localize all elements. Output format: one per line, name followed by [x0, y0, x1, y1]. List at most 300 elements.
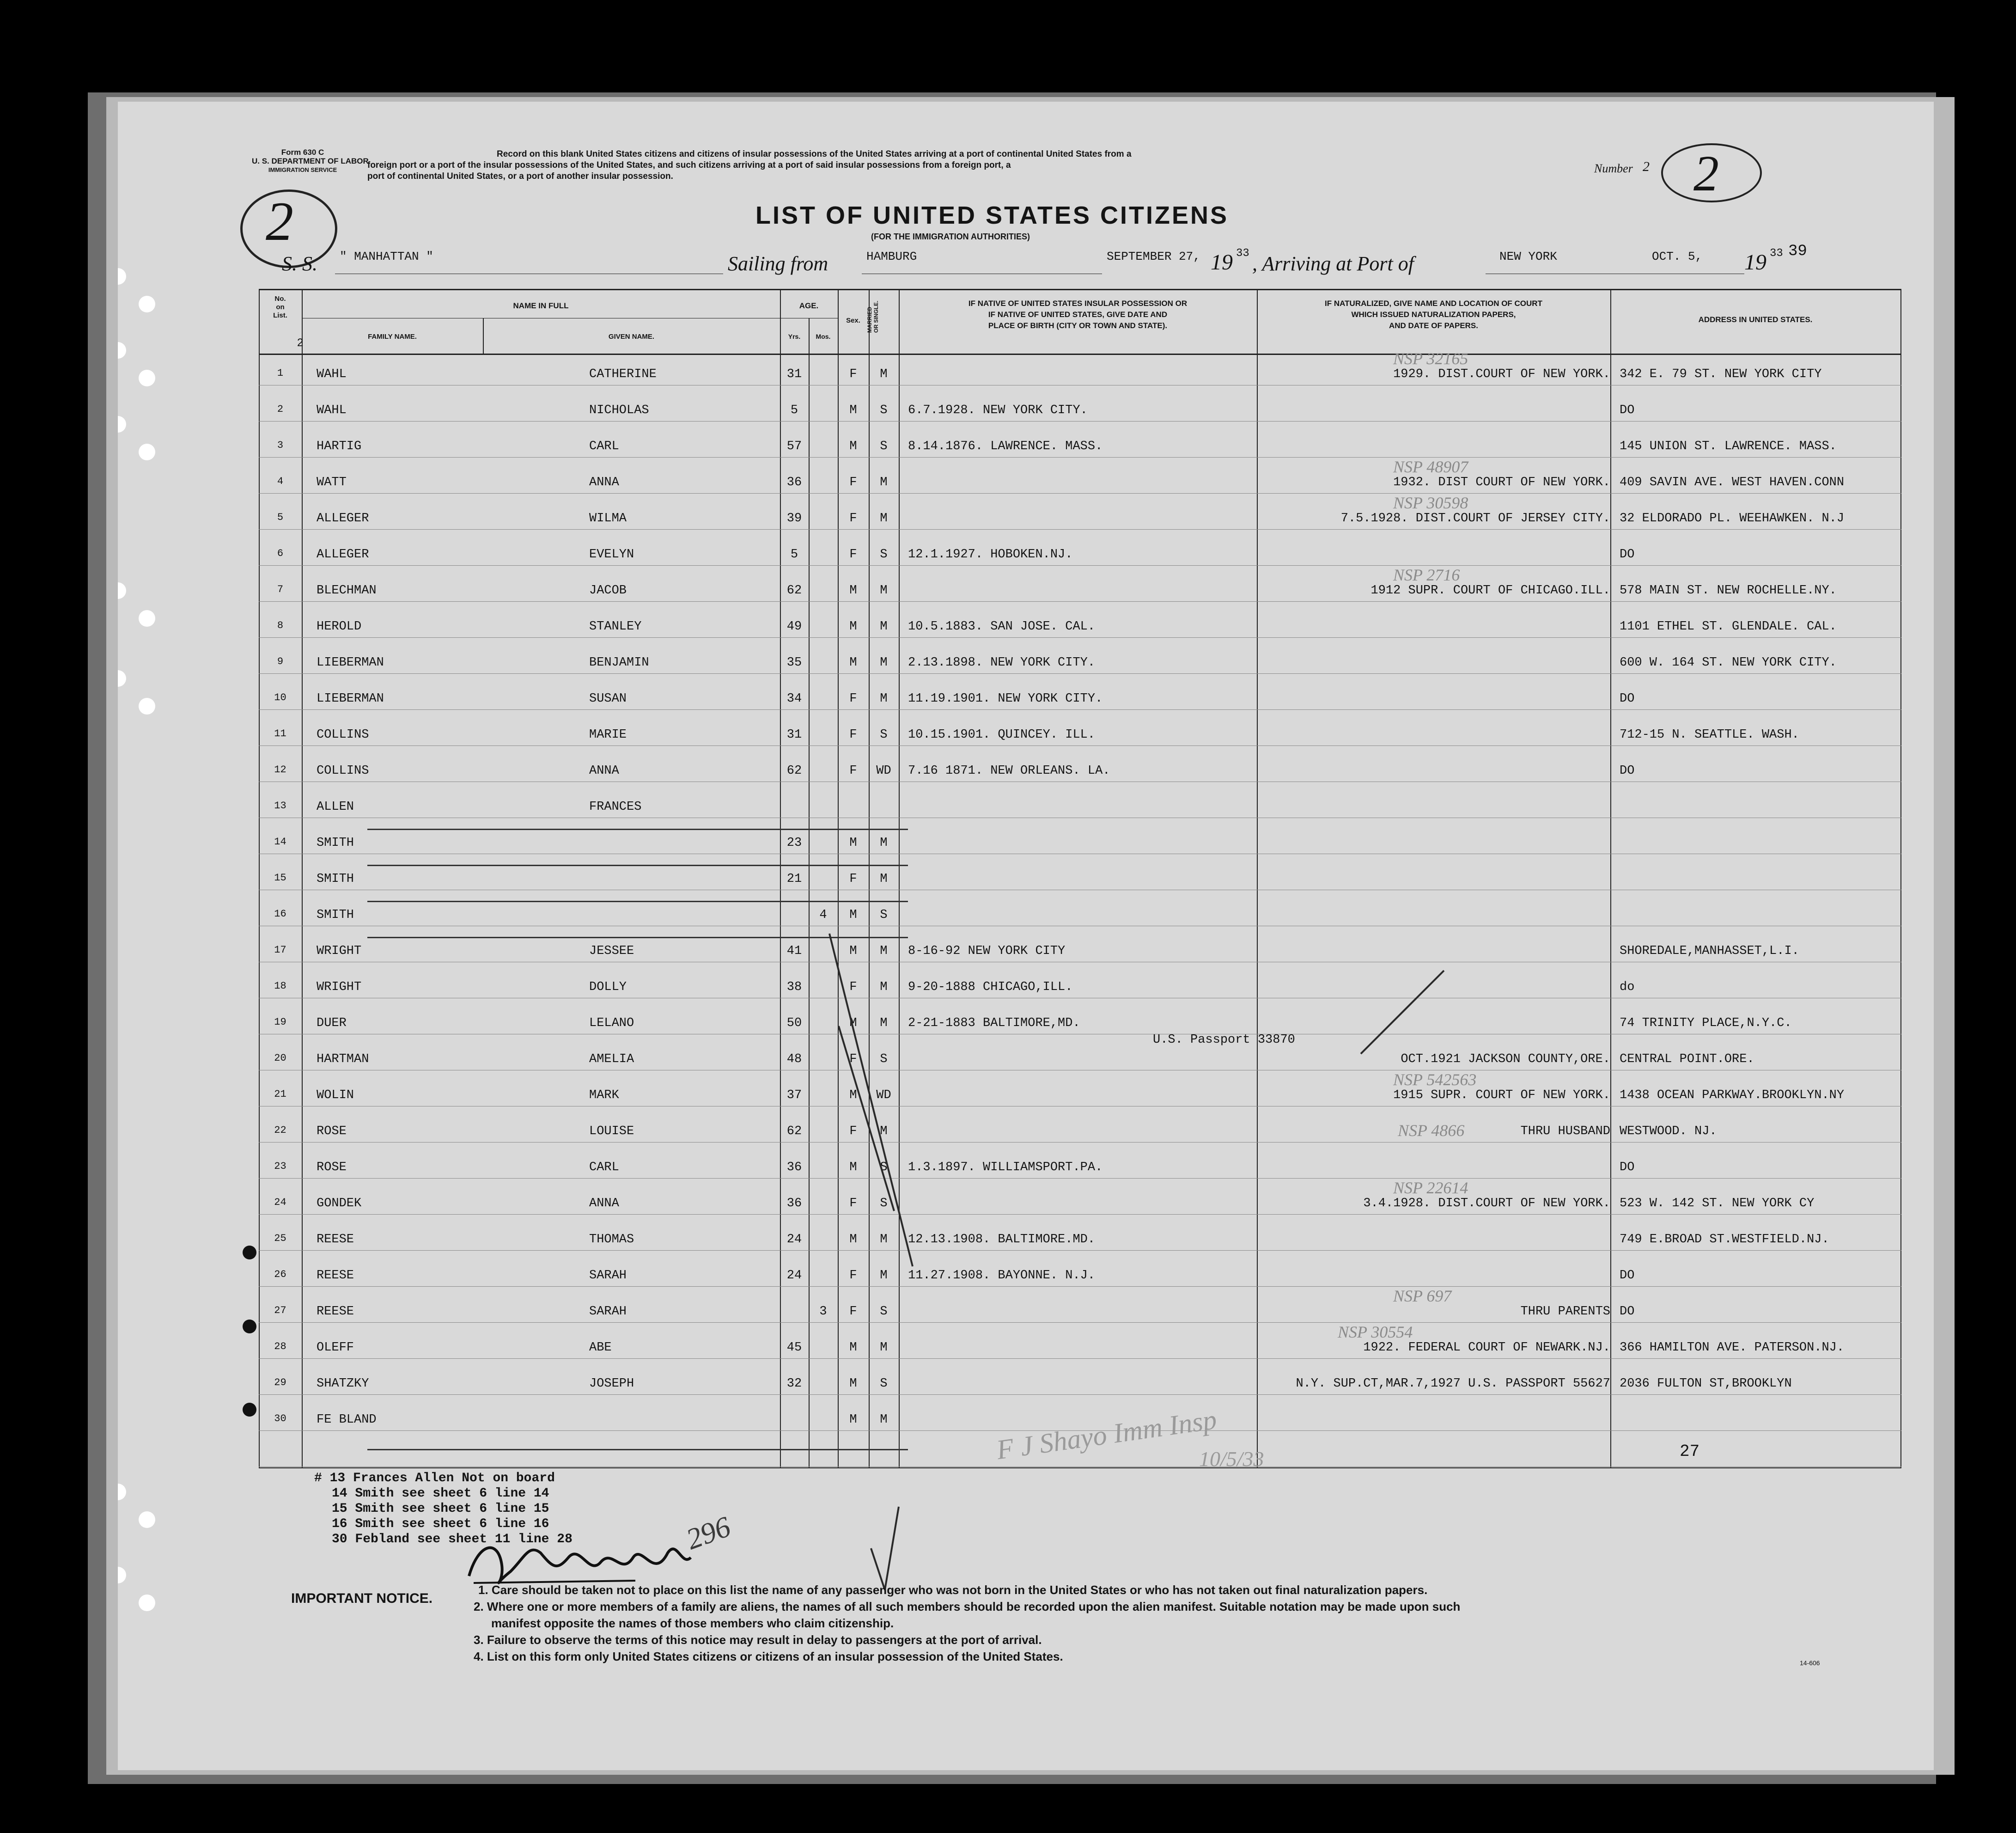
- row-number: 2: [277, 403, 284, 415]
- sex: F: [849, 728, 857, 742]
- row-rule: [259, 493, 1901, 494]
- given-name: MARK: [589, 1088, 619, 1102]
- row-number: 19: [274, 1016, 286, 1028]
- given-name: SARAH: [589, 1269, 627, 1283]
- family-name: HARTMAN: [317, 1052, 369, 1066]
- birth-info: 9-20-1888 CHICAGO,ILL.: [908, 980, 1073, 994]
- address: 342 E. 79 ST. NEW YORK CITY: [1620, 367, 1822, 381]
- binder-hole: [118, 416, 126, 433]
- given-name: SUSAN: [589, 692, 627, 706]
- footnote: # 13 Frances Allen Not on board: [314, 1471, 555, 1485]
- given-name: JOSEPH: [589, 1377, 634, 1391]
- age-years: 32: [786, 1377, 802, 1391]
- arrival-year-prefix: 19: [1744, 250, 1766, 275]
- arrival-year-suffix: 33: [1770, 247, 1783, 260]
- row-number: 30: [274, 1413, 286, 1424]
- row-number: 21: [274, 1088, 286, 1100]
- notice-label: IMPORTANT NOTICE.: [291, 1591, 433, 1606]
- family-name: ALLEGER: [317, 512, 369, 525]
- age-years: 62: [786, 764, 802, 778]
- address: 409 SAVIN AVE. WEST HAVEN.CONN: [1620, 476, 1845, 489]
- sex: M: [849, 1161, 857, 1174]
- family-name: COLLINS: [317, 728, 369, 742]
- header-naturalized: [1257, 298, 1610, 331]
- given-name: CATHERINE: [589, 367, 657, 381]
- family-name: REESE: [317, 1269, 354, 1283]
- row-rule: [259, 1358, 1901, 1359]
- address: 600 W. 164 ST. NEW YORK CITY.: [1620, 656, 1837, 670]
- row-rule: [259, 745, 1901, 746]
- sex: F: [849, 1124, 857, 1138]
- sex: M: [849, 403, 857, 417]
- marital-status: S: [880, 1052, 888, 1066]
- address: 578 MAIN ST. NEW ROCHELLE.NY.: [1620, 584, 1837, 598]
- family-name: ROSE: [317, 1124, 347, 1138]
- arrival-date: OCT. 5,: [1652, 250, 1703, 263]
- form-id: [252, 148, 369, 174]
- header-no-on-list: [259, 295, 302, 320]
- sex: F: [849, 764, 857, 778]
- row-rule: [259, 1286, 1901, 1287]
- address: 712-15 N. SEATTLE. WASH.: [1620, 728, 1799, 742]
- family-name: SMITH: [317, 872, 354, 886]
- birth-info: 11.27.1908. BAYONNE. N.J.: [908, 1269, 1096, 1283]
- birth-info: 12.1.1927. HOBOKEN.NJ.: [908, 548, 1073, 562]
- birth-info: 10.5.1883. SAN JOSE. CAL.: [908, 620, 1096, 634]
- pencil-note: NSP 542563: [1393, 1070, 1477, 1089]
- notice-item: 1. Care should be taken not to place on this list the name of any passenger who was not born in the United States or who has not taken out final naturalization papers.: [478, 1583, 1428, 1597]
- form-id-line: U. S. DEPARTMENT OF LABOR: [252, 157, 369, 165]
- inspector-stamp-date: 10/5/33: [1199, 1447, 1264, 1471]
- family-name: REESE: [317, 1233, 354, 1246]
- naturalization-info: 1932. DIST COURT OF NEW YORK.: [1393, 476, 1610, 489]
- address: DO: [1620, 1269, 1635, 1283]
- sex: M: [849, 584, 857, 598]
- notice-item: 2. Where one or more members of a family are aliens, the names of all such members should be recorded upon the alien manifest. Suitable notation may be made upon such: [474, 1600, 1461, 1613]
- naturalization-info: OCT.1921 JACKSON COUNTY,ORE.: [1401, 1052, 1610, 1066]
- given-name: NICHOLAS: [589, 403, 649, 417]
- family-name: HEROLD: [317, 620, 362, 634]
- birth-info: 8.14.1876. LAWRENCE. MASS.: [908, 440, 1103, 453]
- address: 1101 ETHEL ST. GLENDALE. CAL.: [1620, 620, 1837, 634]
- table-bottom-rule: [259, 1467, 1901, 1468]
- family-name: FE BLAND: [317, 1413, 377, 1427]
- family-name: REESE: [317, 1305, 354, 1319]
- row-number: 11: [274, 728, 286, 739]
- binder-hole-dark: [243, 1246, 256, 1259]
- given-name: ANNA: [589, 764, 619, 778]
- given-name: SARAH: [589, 1305, 627, 1319]
- inspector-stamp-scrawl: F J Shayo Imm Insp: [994, 1404, 1219, 1466]
- marital-status: M: [880, 1124, 888, 1138]
- row-number: 4: [277, 476, 284, 487]
- sex: F: [849, 1197, 857, 1210]
- given-name: AMELIA: [589, 1052, 634, 1066]
- marital-status: M: [880, 476, 888, 489]
- sheet-number: 39: [1788, 243, 1807, 260]
- footnote: 15 Smith see sheet 6 line 15: [332, 1502, 549, 1516]
- sex: F: [849, 548, 857, 562]
- instruction-line: Record on this blank United States citizens and citizens of insular possessions of the United States arriving at a port of continental United States from a: [497, 149, 1132, 159]
- pencil-note: NSP 30554: [1338, 1323, 1413, 1341]
- sailing-label: Sailing from: [728, 252, 828, 275]
- col-divider: [1610, 289, 1611, 1467]
- given-name: MARIE: [589, 728, 627, 742]
- row-number: 20: [274, 1052, 286, 1064]
- given-name: ABE: [589, 1341, 612, 1355]
- row-number: 10: [274, 692, 286, 703]
- manifest-sheet: [118, 102, 1934, 1770]
- naturalization-info: 1929. DIST.COURT OF NEW YORK.: [1393, 367, 1610, 381]
- row-number: 15: [274, 872, 286, 884]
- given-name: JESSEE: [589, 944, 634, 958]
- family-name: WAHL: [317, 403, 347, 417]
- age-years: 39: [786, 512, 802, 525]
- age-years: 34: [786, 692, 802, 706]
- header-yrs: Yrs.: [788, 333, 801, 340]
- row-number: 14: [274, 836, 286, 848]
- col-divider: [899, 289, 900, 1467]
- page-title: LIST OF UNITED STATES CITIZENS: [755, 202, 1229, 229]
- marital-status: WD: [876, 764, 891, 778]
- header-address: ADDRESS IN UNITED STATES.: [1698, 315, 1813, 324]
- address: 1438 OCEAN PARKWAY.BROOKLYN.NY: [1620, 1088, 1845, 1102]
- sex: F: [849, 1269, 857, 1283]
- row-rule: [259, 1250, 1901, 1251]
- naturalization-info: 1912 SUPR. COURT OF CHICAGO.ILL.: [1370, 584, 1610, 598]
- given-name: ANNA: [589, 476, 619, 489]
- checkmark-stroke: [1361, 971, 1444, 1054]
- marital-status: M: [880, 1341, 888, 1355]
- sex: F: [849, 1305, 857, 1319]
- age-years: 31: [786, 367, 802, 381]
- age-years: 49: [786, 620, 802, 634]
- sex: M: [849, 1233, 857, 1246]
- family-name: ROSE: [317, 1161, 347, 1174]
- binder-hole: [118, 1567, 126, 1583]
- footnote: 30 Febland see sheet 11 line 28: [332, 1532, 573, 1546]
- address: 366 HAMILTON AVE. PATERSON.NJ.: [1620, 1341, 1845, 1355]
- given-name: JACOB: [589, 584, 627, 598]
- family-name: LIEBERMAN: [317, 656, 384, 670]
- binder-hole: [139, 370, 155, 386]
- binder-hole: [139, 1595, 155, 1611]
- sheet-num-header: 2: [297, 336, 304, 349]
- address: WESTWOOD. NJ.: [1620, 1124, 1717, 1138]
- age-years: 24: [786, 1233, 802, 1246]
- given-name: ANNA: [589, 1197, 619, 1210]
- sex: F: [849, 980, 857, 994]
- address: 2036 FULTON ST,BROOKLYN: [1620, 1377, 1792, 1391]
- age-years: 50: [786, 1016, 802, 1030]
- age-years: 31: [786, 728, 802, 742]
- marital-status: S: [880, 403, 888, 417]
- naturalization-info: THRU HUSBAND: [1520, 1124, 1610, 1138]
- row-rule: [259, 637, 1901, 638]
- header-line: No.: [274, 295, 286, 303]
- marital-status: M: [880, 1413, 888, 1427]
- notice-item: manifest opposite the names of those members who claim citizenship.: [491, 1616, 894, 1630]
- footnote: 14 Smith see sheet 6 line 14: [332, 1486, 549, 1501]
- year-suffix: 33: [1236, 247, 1249, 260]
- address: DO: [1620, 1161, 1635, 1174]
- header-line: IF NATURALIZED, GIVE NAME AND LOCATION OF COURT: [1325, 299, 1542, 308]
- naturalization-info: 3.4.1928. DIST.COURT OF NEW YORK.: [1363, 1197, 1610, 1210]
- print-code: 14-606: [1800, 1659, 1820, 1667]
- header-line: IF NATIVE OF UNITED STATES INSULAR POSSESSION OR: [968, 299, 1188, 308]
- form-id-line: Form 630 C: [281, 148, 324, 157]
- birth-info: 10.15.1901. QUINCEY. ILL.: [908, 728, 1096, 742]
- age-years: 36: [786, 1197, 802, 1210]
- row-strike: [367, 1449, 908, 1450]
- age-years: 35: [786, 656, 802, 670]
- sex: M: [849, 656, 857, 670]
- marital-status: M: [880, 692, 888, 706]
- header-bottom-rule: [259, 354, 1901, 355]
- age-years: 62: [786, 1124, 802, 1138]
- header-line: List.: [273, 312, 287, 319]
- family-name: WATT: [317, 476, 347, 489]
- sex: F: [849, 367, 857, 381]
- address: 523 W. 142 ST. NEW YORK CY: [1620, 1197, 1815, 1210]
- sex: M: [849, 908, 857, 922]
- row-rule: [259, 601, 1901, 602]
- given-name: WILMA: [589, 512, 627, 525]
- marital-status: S: [880, 728, 888, 742]
- row-strike: [367, 937, 908, 938]
- birth-info: 12.13.1908. BALTIMORE.MD.: [908, 1233, 1096, 1246]
- given-name: LELANO: [589, 1016, 634, 1030]
- binder-hole: [118, 268, 126, 285]
- col-divider: [809, 318, 810, 1467]
- notice-item: 3. Failure to observe the terms of this notice may result in delay to passengers at the port of arrival.: [474, 1633, 1042, 1647]
- marital-status: S: [880, 1161, 888, 1174]
- address: 32 ELDORADO PL. WEEHAWKEN. N.J: [1620, 512, 1845, 525]
- header-given-name: GIVEN NAME.: [608, 333, 655, 341]
- header-native: [899, 298, 1257, 331]
- row-rule: [259, 1178, 1901, 1179]
- row-strike: [367, 865, 908, 866]
- row-number: 8: [277, 620, 284, 631]
- row-number: 13: [274, 800, 286, 812]
- age-years: 24: [786, 1269, 802, 1283]
- family-name: COLLINS: [317, 764, 369, 778]
- instructions: [367, 149, 1132, 182]
- row-number: 5: [277, 512, 284, 523]
- number-value: 2: [1643, 159, 1650, 174]
- given-name: LOUISE: [589, 1124, 634, 1138]
- marital-status: M: [880, 980, 888, 994]
- pencil-note: NSP 4866: [1398, 1121, 1465, 1140]
- given-name: FRANCES: [589, 800, 642, 814]
- naturalization-info: 7.5.1928. DIST.COURT OF JERSEY CITY.: [1340, 512, 1610, 525]
- binder-hole: [118, 582, 126, 599]
- footnote: 16 Smith see sheet 6 line 16: [332, 1517, 549, 1531]
- header-line: WHICH ISSUED NATURALIZATION PAPERS,: [1351, 310, 1516, 319]
- age-years: 36: [786, 476, 802, 489]
- pencil-note: NSP 2716: [1393, 566, 1460, 584]
- sex: M: [849, 836, 857, 850]
- marital-status: M: [880, 944, 888, 958]
- ship-name: " MANHATTAN ": [340, 250, 433, 263]
- instruction-line: port of continental United States, or a port of another insular possession.: [367, 171, 673, 181]
- age-years: 5: [790, 403, 798, 417]
- age-years: 48: [786, 1052, 802, 1066]
- marital-status: M: [880, 656, 888, 670]
- sex: M: [849, 1377, 857, 1391]
- family-name: BLECHMAN: [317, 584, 377, 598]
- col-divider: [1900, 289, 1901, 1467]
- age-years: 36: [786, 1161, 802, 1174]
- sex: F: [849, 1052, 857, 1066]
- arrival-port: NEW YORK: [1499, 250, 1557, 263]
- ss-label: S. S.: [282, 252, 317, 275]
- header-line: IF NATIVE OF UNITED STATES, GIVE DATE AND: [988, 310, 1168, 319]
- marital-status: M: [880, 584, 888, 598]
- number-circled: 2: [1693, 145, 1719, 202]
- from-port: HAMBURG: [866, 250, 917, 263]
- given-name: EVELYN: [589, 548, 634, 562]
- address: 749 E.BROAD ST.WESTFIELD.NJ.: [1620, 1233, 1829, 1246]
- row-rule: [259, 1214, 1901, 1215]
- sex: F: [849, 872, 857, 886]
- row-number: 25: [274, 1233, 286, 1244]
- family-name: WAHL: [317, 367, 347, 381]
- marital-status: M: [880, 620, 888, 634]
- row-rule: [259, 457, 1901, 458]
- birth-info: 8-16-92 NEW YORK CITY: [908, 944, 1066, 958]
- pencil-note: NSP 22614: [1393, 1179, 1468, 1197]
- header-line: PLACE OF BIRTH (CITY OR TOWN AND STATE).: [988, 321, 1168, 330]
- checkmark-stroke: [871, 1507, 899, 1590]
- family-name: OLEFF: [317, 1341, 354, 1355]
- year-prefix: 19: [1211, 250, 1233, 275]
- sex: F: [849, 692, 857, 706]
- age-years: 45: [786, 1341, 802, 1355]
- left-circled-number: 2: [266, 190, 293, 252]
- row-number: 23: [274, 1161, 286, 1172]
- age-years: 21: [786, 872, 802, 886]
- sex: M: [849, 440, 857, 453]
- family-name: GONDEK: [317, 1197, 362, 1210]
- table-top-rule: [259, 289, 1901, 290]
- row-rule: [259, 1394, 1901, 1395]
- sex: F: [849, 476, 857, 489]
- binder-hole: [118, 670, 126, 687]
- family-name: SHATZKY: [317, 1377, 369, 1391]
- marital-status: M: [880, 1269, 888, 1283]
- row-rule: [259, 1466, 1901, 1467]
- header-age: AGE.: [799, 301, 819, 310]
- sex: F: [849, 512, 857, 525]
- header-line: MARRIED: [866, 307, 873, 333]
- handwritten-initials: 296: [682, 1509, 735, 1556]
- family-name: ALLEGER: [317, 548, 369, 562]
- given-name: CARL: [589, 1161, 619, 1174]
- header-line: OR SINGLE.: [873, 300, 879, 333]
- row-number: 6: [277, 548, 284, 559]
- family-name: SMITH: [317, 836, 354, 850]
- naturalization-info: THRU PARENTS: [1520, 1305, 1610, 1319]
- page-number: 27: [1680, 1442, 1700, 1461]
- naturalization-info: 1922. FEDERAL COURT OF NEWARK.NJ.: [1363, 1341, 1610, 1355]
- given-name: STANLEY: [589, 620, 642, 634]
- address: 74 TRINITY PLACE,N.Y.C.: [1620, 1016, 1792, 1030]
- row-strike: [367, 901, 908, 902]
- birth-info: 7.16 1871. NEW ORLEANS. LA.: [908, 764, 1110, 778]
- row-number: 12: [274, 764, 286, 776]
- sail-date: SEPTEMBER 27,: [1107, 250, 1200, 263]
- age-years: 38: [786, 980, 802, 994]
- header-mos: Mos.: [816, 333, 831, 340]
- row-rule: [259, 673, 1901, 674]
- given-name: BENJAMIN: [589, 656, 649, 670]
- birth-info: 11.19.1901. NEW YORK CITY.: [908, 692, 1103, 706]
- family-name: DUER: [317, 1016, 347, 1030]
- marital-status: S: [880, 548, 888, 562]
- marital-status: M: [880, 1016, 888, 1030]
- number-label: Number: [1594, 162, 1633, 175]
- marital-status: S: [880, 908, 888, 922]
- row-rule: [259, 565, 1901, 566]
- sex: M: [849, 1016, 857, 1030]
- row-number: 16: [274, 908, 286, 920]
- sex: M: [849, 1088, 857, 1102]
- sex: M: [849, 1413, 857, 1427]
- address: CENTRAL POINT.ORE.: [1620, 1052, 1754, 1066]
- pencil-note: NSP 697: [1393, 1287, 1452, 1305]
- notice-item: 4. List on this form only United States citizens or citizens of an insular possession of the United States.: [474, 1650, 1063, 1663]
- row-number: 24: [274, 1197, 286, 1208]
- binder-hole: [139, 296, 155, 312]
- row-number: 3: [277, 440, 284, 451]
- age-years: 57: [786, 440, 802, 453]
- birth-info: 2.13.1898. NEW YORK CITY.: [908, 656, 1096, 670]
- family-name: WRIGHT: [317, 980, 362, 994]
- header-married: [866, 301, 879, 333]
- binder-hole: [139, 610, 155, 627]
- age-years: 23: [786, 836, 802, 850]
- naturalization-info: 1915 SUPR. COURT OF NEW YORK.: [1393, 1088, 1610, 1102]
- address: DO: [1620, 764, 1635, 778]
- address: SHOREDALE,MANHASSET,L.I.: [1620, 944, 1799, 958]
- sex: M: [849, 1341, 857, 1355]
- pencil-note: U.S. Passport 33870: [1153, 1033, 1295, 1047]
- row-rule: [259, 1142, 1901, 1143]
- marital-status: WD: [876, 1088, 891, 1102]
- marital-status: S: [880, 440, 888, 453]
- age-years: 41: [786, 944, 802, 958]
- header-sex: Sex.: [846, 317, 860, 324]
- marital-status: S: [880, 1197, 888, 1210]
- marital-status: M: [880, 836, 888, 850]
- address: DO: [1620, 548, 1635, 562]
- row-number: 22: [274, 1124, 286, 1136]
- row-rule: [259, 709, 1901, 710]
- row-number: 1: [277, 367, 284, 379]
- row-number: 26: [274, 1269, 286, 1280]
- binder-hole: [139, 1511, 155, 1528]
- family-name: SMITH: [317, 908, 354, 922]
- pencil-note: NSP 30598: [1393, 494, 1468, 512]
- address: DO: [1620, 1305, 1635, 1319]
- family-name: WOLIN: [317, 1088, 354, 1102]
- row-number: 17: [274, 944, 286, 956]
- form-id-line: IMMIGRATION SERVICE: [268, 166, 337, 173]
- binder-hole: [139, 444, 155, 460]
- address: 145 UNION ST. LAWRENCE. MASS.: [1620, 440, 1837, 453]
- pencil-note: NSP 32165: [1393, 349, 1468, 368]
